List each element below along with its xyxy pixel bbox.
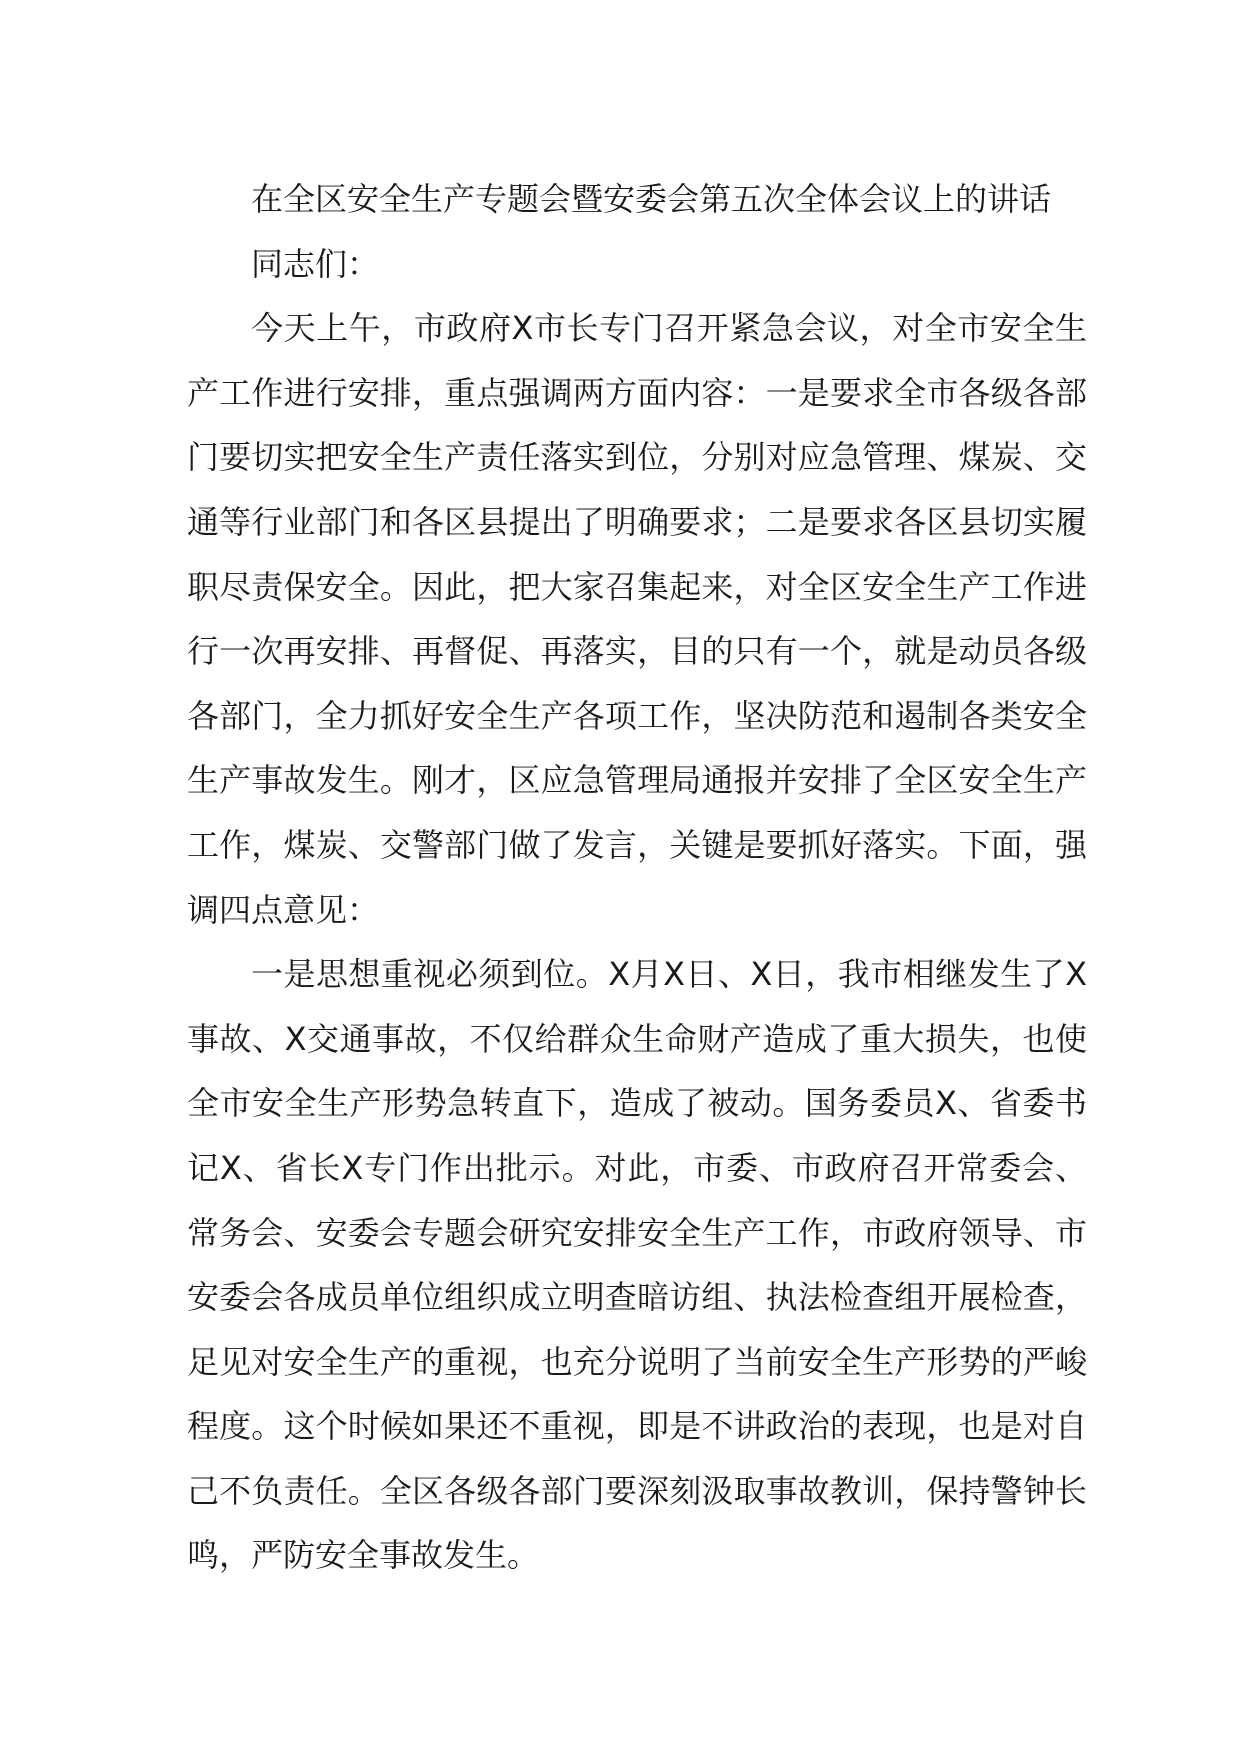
document-body [187,167,1087,1588]
salutation: 同志们： [251,244,380,283]
paragraph-point-one: 一是思想重视必须到位。X月X日、X日，我市相继发生了X事故、X交通事故，不仅给群众生命财产造成了重大损失，也使全市安全生产形势急转直下，造成了被动。国务委员X、省委书记X、省长X专门作出批示。对此，市委、市政府召开常委会、常务会、安委会专题会研究安排安全生产工作，市政府领导、市安委会各成员单位组织成立明查暗访组、执法检查组开展检查，足见对安全生产的重视，也充分说明了当前安全生产形势的严峻程度。这个时候如果还不重视，即是不讲政治的表现，也是对自己不负责任。全区各级各部门要深刻汲取事故教训，保持警钟长鸣，严防安全事故发生。 [187,955,1087,1575]
paragraph-intro: 今天上午，市政府X市长专门召开紧急会议，对全市安全生产工作进行安排，重点强调两方面内容：一是要求全市各级各部门要切实把安全生产责任落实到位，分别对应急管理、煤炭、交通等行业部门和各区县提出了明确要求；二是要求各区县切实履职尽责保安全。因此，把大家召集起来，对全区安全生产工作进行一次再安排、再督促、再落实，目的只有一个，就是动员各级各部门，全力抓好安全生产各项工作，坚决防范和遏制各类安全生产事故发生。刚才，区应急管理局通报并安排了全区安全生产工作，煤炭、交警部门做了发言，关键是要抓好落实。下面，强调四点意见： [187,309,1087,929]
document-title: 在全区安全生产专题会暨安委会第五次全体会议上的讲话 [251,180,1052,218]
